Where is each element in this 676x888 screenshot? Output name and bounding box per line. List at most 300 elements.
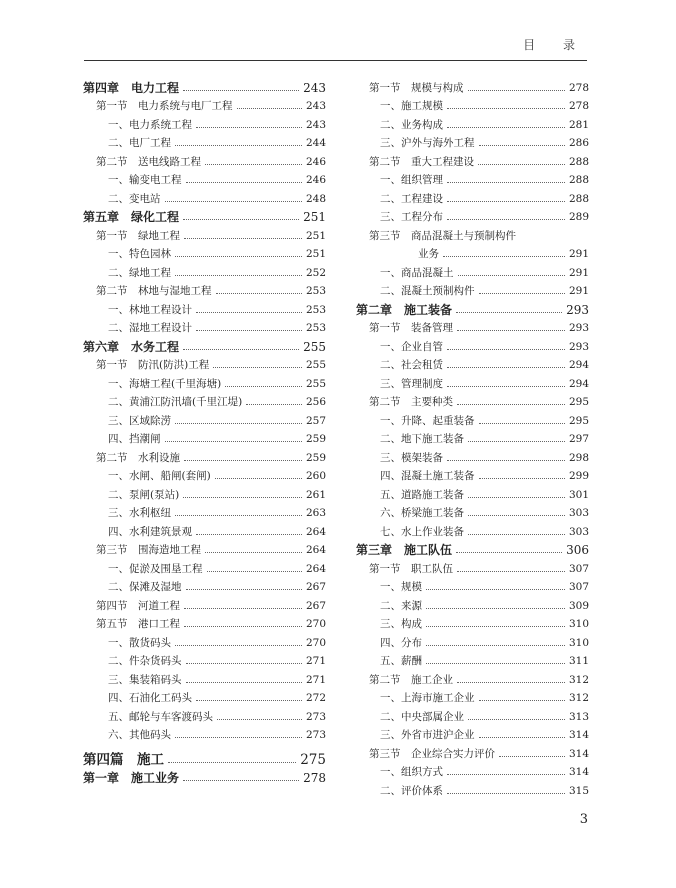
- toc-entry-page: 313: [568, 710, 589, 723]
- dot-leader: [184, 460, 302, 461]
- toc-entry-page: 310: [568, 636, 589, 649]
- toc-entry-page: 291: [568, 248, 589, 260]
- dot-leader: [426, 626, 565, 627]
- dot-leader: [183, 219, 299, 220]
- toc-entry-label: 一、电力系统工程: [108, 118, 192, 131]
- toc-entry-label: 第六章 水务工程: [83, 339, 180, 354]
- toc-entry-label: 一、林地工程设计: [108, 303, 192, 316]
- dot-leader: [457, 571, 565, 572]
- toc-entry-page: 257: [305, 414, 326, 427]
- toc-entry-page: 278: [568, 81, 589, 94]
- toc-entry: [83, 113, 326, 132]
- dot-leader: [186, 682, 302, 683]
- dot-leader: [186, 663, 302, 664]
- toc-entry-page: 261: [305, 488, 326, 501]
- toc-entry: [83, 502, 326, 521]
- toc-entry: [356, 650, 589, 669]
- dot-leader: [175, 645, 302, 646]
- toc-entry-label: 一、组织管理: [380, 174, 443, 186]
- dot-leader: [447, 793, 565, 794]
- toc-entry-page: 314: [568, 729, 589, 741]
- toc-entry: [356, 132, 589, 151]
- dot-leader: [196, 330, 302, 331]
- dot-leader: [447, 460, 565, 461]
- toc-entry-page: 273: [305, 710, 326, 723]
- toc-entry: [356, 539, 589, 558]
- dot-leader: [478, 164, 565, 165]
- toc-entry-page: 243: [303, 80, 326, 95]
- toc-entry: [356, 705, 589, 724]
- toc-entry: [356, 169, 589, 188]
- dot-leader: [196, 312, 302, 313]
- toc-entry-page: 301: [568, 488, 589, 501]
- toc-entry-page: 297: [568, 433, 589, 445]
- toc-entry: [356, 150, 589, 169]
- dot-leader: [186, 589, 302, 590]
- dot-leader: [468, 515, 565, 516]
- dot-leader: [468, 534, 565, 535]
- dot-leader: [175, 515, 302, 516]
- toc-entry: [83, 483, 326, 502]
- toc-entry: [356, 95, 589, 114]
- toc-entry-label: 一、商品混凝土: [380, 266, 454, 279]
- dot-leader: [196, 700, 302, 701]
- toc-entry-label: 三、管理制度: [380, 377, 443, 390]
- toc-entry-label: 第四章 电力工程: [83, 80, 180, 95]
- toc-entry-page: 288: [568, 174, 589, 186]
- toc-entry: [356, 243, 589, 262]
- toc-entry-label: 第一节 规模与构成: [369, 81, 464, 94]
- toc-entry-label: 第二节 水利设施: [96, 451, 180, 464]
- dot-leader: [184, 626, 302, 627]
- toc-entry-label: 第三节 围海造地工程: [96, 544, 201, 556]
- toc-entry-page: 251: [303, 210, 326, 224]
- toc-entry: [356, 428, 589, 447]
- toc-left-column: [83, 76, 326, 785]
- toc-entry-label: 一、组织方式: [380, 766, 443, 778]
- toc-entry-page: 272: [305, 692, 326, 704]
- toc-entry-page: 281: [568, 118, 589, 131]
- toc-entry: [83, 354, 326, 373]
- dot-leader: [457, 330, 565, 331]
- toc-entry-page: 315: [568, 784, 589, 797]
- toc-entry-label: 五、道路施工装备: [380, 488, 464, 501]
- toc-entry: [356, 354, 589, 373]
- toc-entry-page: 263: [305, 507, 326, 519]
- toc-entry-page: 264: [305, 544, 326, 556]
- toc-entry-label: 一、促淤及围垦工程: [108, 562, 203, 575]
- toc-entry: [83, 687, 326, 706]
- toc-entry: [83, 224, 326, 243]
- toc-entry-label: 第二章 施工装备: [356, 302, 453, 317]
- toc-entry-page: 303: [568, 507, 589, 519]
- toc-entry-page: 310: [568, 618, 589, 630]
- toc-entry-page: 295: [568, 396, 589, 408]
- dot-leader: [447, 349, 565, 350]
- dot-leader: [183, 780, 299, 781]
- dot-leader: [479, 478, 565, 479]
- dot-leader: [207, 571, 302, 572]
- toc-entry-label: 二、电厂工程: [108, 137, 171, 149]
- toc-entry-label: 第五章 绿化工程: [83, 210, 180, 224]
- toc-entry-label: 二、业务构成: [380, 118, 443, 131]
- toc-entry: [356, 557, 589, 576]
- toc-entry-page: 243: [305, 118, 326, 131]
- toc-entry: [356, 335, 589, 354]
- dot-leader: [184, 608, 302, 609]
- toc-entry-page: 278: [568, 100, 589, 112]
- dot-leader: [479, 737, 565, 738]
- toc-entry-page: 248: [305, 192, 326, 205]
- toc-entry-label: 第一节 职工队伍: [369, 562, 453, 575]
- toc-entry: [83, 539, 326, 558]
- toc-entry: [83, 132, 326, 151]
- toc-entry-label: 一、升降、起重装备: [380, 414, 475, 427]
- dot-leader: [426, 645, 565, 646]
- toc-entry: [356, 261, 589, 280]
- toc-entry-page: 251: [305, 248, 326, 260]
- dot-leader: [447, 182, 565, 183]
- dot-leader: [196, 534, 302, 535]
- toc-entry: [356, 391, 589, 410]
- dot-leader: [426, 608, 565, 609]
- toc-entry-label: 五、薪酬: [380, 655, 422, 667]
- dot-leader: [205, 552, 302, 553]
- dot-leader: [246, 404, 302, 405]
- toc-entry-page: 264: [305, 562, 326, 575]
- toc-entry: [83, 95, 326, 114]
- toc-entry: [83, 428, 326, 447]
- toc-entry: [356, 113, 589, 132]
- toc-entry: [356, 483, 589, 502]
- toc-entry: [83, 668, 326, 687]
- toc-entry-label: 一、海塘工程(千里海塘): [108, 377, 222, 390]
- dot-leader: [216, 293, 302, 294]
- dot-leader: [225, 386, 302, 387]
- dot-leader: [479, 293, 565, 294]
- toc-entry: [83, 613, 326, 632]
- toc-entry-label: 四、挡潮闸: [108, 433, 161, 445]
- toc-entry-page: 255: [305, 377, 326, 390]
- toc-entry-label: 五、邮轮与车客渡码头: [108, 710, 213, 723]
- toc-entry-page: 271: [305, 673, 326, 686]
- toc-entry: [83, 150, 326, 169]
- toc-entry-label: 第三章 施工队伍: [356, 543, 453, 557]
- toc-entry: [83, 594, 326, 613]
- toc-entry-page: 259: [305, 451, 326, 464]
- toc-entry-label: 二、来源: [380, 599, 422, 612]
- toc-entry-page: 294: [568, 359, 589, 371]
- toc-entry-label: 第一节 装备管理: [369, 322, 453, 334]
- toc-entry-page: 270: [305, 636, 326, 649]
- toc-entry-page: 244: [305, 137, 326, 149]
- toc-entry-page: 288: [568, 192, 589, 205]
- toc-entry: [83, 576, 326, 595]
- dot-leader: [456, 312, 562, 313]
- dot-leader: [479, 145, 565, 146]
- toc-entry: [83, 243, 326, 262]
- toc-entry: [356, 280, 589, 299]
- toc-entry-page: 295: [568, 414, 589, 427]
- toc-entry-label: 第四节 河道工程: [96, 599, 180, 612]
- dot-leader: [456, 552, 562, 553]
- toc-entry-label: 一、特色园林: [108, 248, 171, 260]
- toc-entry-page: 291: [568, 285, 589, 297]
- header-rule: [84, 60, 587, 61]
- toc-entry-label: 二、混凝土预制构件: [380, 285, 475, 297]
- toc-entry: [356, 668, 589, 687]
- toc-entry-label: 六、其他码头: [108, 729, 171, 741]
- toc-entry-label: 第一章 施工业务: [83, 771, 180, 785]
- toc-entry: [83, 187, 326, 206]
- dot-leader: [217, 719, 302, 720]
- toc-entry-label: 三、外省市进沪企业: [380, 729, 475, 741]
- toc-entry-label: 七、水上作业装备: [380, 525, 464, 538]
- toc-entry-label: 业务: [418, 248, 439, 260]
- toc-entry: [356, 779, 589, 798]
- dot-leader: [447, 127, 565, 128]
- toc-entry-label: 三、沪外与海外工程: [380, 137, 475, 149]
- dot-leader: [215, 478, 302, 479]
- dot-leader: [468, 497, 565, 498]
- dot-leader: [237, 108, 302, 109]
- toc-entry: [356, 742, 589, 761]
- toc-entry-page: 299: [568, 470, 589, 482]
- dot-leader: [479, 423, 565, 424]
- dot-leader: [468, 90, 565, 91]
- dot-leader: [175, 256, 302, 257]
- dot-leader: [168, 762, 296, 763]
- dot-leader: [175, 145, 302, 146]
- toc-right-column: [356, 76, 589, 798]
- toc-entry: [356, 298, 589, 317]
- toc-entry-page: 278: [303, 771, 326, 785]
- dot-leader: [184, 238, 302, 239]
- dot-leader: [447, 201, 565, 202]
- toc-entry: [83, 409, 326, 428]
- toc-entry: [356, 76, 589, 95]
- header-title: 目 录: [523, 38, 587, 52]
- toc-entry-page: 307: [568, 562, 589, 575]
- toc-entry-label: 二、地下施工装备: [380, 433, 464, 445]
- dot-leader: [175, 423, 302, 424]
- dot-leader: [183, 497, 302, 498]
- dot-leader: [186, 182, 302, 183]
- toc-entry-label: 第二节 送电线路工程: [96, 155, 201, 168]
- dot-leader: [468, 441, 565, 442]
- toc-entry-page: 288: [568, 155, 589, 168]
- toc-entry-page: 260: [305, 470, 326, 482]
- toc-entry: [356, 576, 589, 595]
- toc-entry: [356, 724, 589, 743]
- dot-leader: [499, 756, 565, 757]
- toc-entry-label: 一、施工规模: [380, 100, 443, 112]
- toc-entry-page: 253: [305, 322, 326, 334]
- dot-leader: [183, 90, 299, 91]
- toc-entry: [83, 280, 326, 299]
- dot-leader: [196, 127, 302, 128]
- toc-entry-label: 四、分布: [380, 636, 422, 649]
- toc-entry: [83, 650, 326, 669]
- toc-entry: [83, 631, 326, 650]
- toc-entry-page: 306: [566, 543, 589, 557]
- toc-entry-label: 三、模架装备: [380, 451, 443, 464]
- toc-entry-label: 三、构成: [380, 618, 422, 630]
- toc-entry-label: 一、上海市施工企业: [380, 692, 475, 704]
- toc-entry: [83, 724, 326, 743]
- dot-leader: [165, 441, 302, 442]
- toc-entry: [83, 206, 326, 225]
- toc-entry-page: 243: [305, 100, 326, 112]
- toc-entry-page: 309: [568, 599, 589, 612]
- toc-entry-label: 二、中央部属企业: [380, 710, 464, 723]
- toc-entry: [356, 317, 589, 336]
- dot-leader: [426, 663, 565, 664]
- toc-entry-label: 二、社会租赁: [380, 359, 443, 371]
- dot-leader: [213, 367, 302, 368]
- dot-leader: [457, 682, 565, 683]
- toc-entry-page: 312: [568, 673, 589, 686]
- toc-entry-label: 三、集装箱码头: [108, 673, 182, 686]
- toc-entry-label: 一、输变电工程: [108, 174, 182, 186]
- toc-entry-label: 六、桥梁施工装备: [380, 507, 464, 519]
- dot-leader: [205, 164, 302, 165]
- toc-entry-page: 293: [568, 322, 589, 334]
- dot-leader: [175, 737, 302, 738]
- toc-entry-page: 311: [568, 655, 589, 667]
- toc-entry: [83, 317, 326, 336]
- toc-entry-label: 第一节 防汛(防洪)工程: [96, 359, 210, 371]
- toc-entry-label: 一、规模: [380, 581, 422, 593]
- toc-entry: [83, 705, 326, 724]
- toc-entry: [356, 631, 589, 650]
- toc-entry-page: 291: [568, 266, 589, 279]
- toc-entry-label: 第二节 主要种类: [369, 396, 453, 408]
- toc-entry-label: 第四篇 施工: [83, 751, 164, 768]
- toc-entry-page: 256: [305, 396, 326, 408]
- toc-entry-page: 293: [566, 302, 589, 317]
- toc-entry-page: 314: [568, 766, 589, 778]
- toc-entry-label: 二、泵闸(泵站): [108, 488, 180, 501]
- toc-entry-label: 三、区域除涝: [108, 414, 171, 427]
- toc-entry-label: 四、混凝土施工装备: [380, 470, 475, 482]
- toc-entry-page: 251: [305, 229, 326, 242]
- toc-entry: [356, 520, 589, 539]
- toc-entry: [83, 261, 326, 280]
- dot-leader: [447, 219, 565, 220]
- toc-entry: [356, 687, 589, 706]
- toc-entry: [356, 187, 589, 206]
- toc-entry-label: 一、水闸、船闸(套闸): [108, 470, 211, 482]
- dot-leader: [468, 719, 565, 720]
- toc-entry: [83, 465, 326, 484]
- toc-entry: [83, 748, 326, 767]
- dot-leader: [458, 275, 565, 276]
- toc-entry-label: 第三节 商品混凝土与预制构件: [369, 229, 516, 242]
- toc-entry: [356, 206, 589, 225]
- toc-entry: [356, 446, 589, 465]
- toc-entry: [356, 594, 589, 613]
- dot-leader: [479, 700, 565, 701]
- toc-entry-page: 259: [305, 433, 326, 445]
- toc-entry-label: 第三节 企业综合实力评价: [369, 747, 495, 760]
- toc-entry-page: 264: [305, 525, 326, 538]
- toc-entry-page: 289: [568, 211, 589, 223]
- toc-entry-label: 二、黄浦江防汛墙(千里江堤): [108, 396, 243, 408]
- toc-entry: [83, 372, 326, 391]
- toc-entry-page: 255: [303, 339, 326, 354]
- toc-entry-page: 246: [305, 155, 326, 168]
- toc-entry-page: 253: [305, 285, 326, 297]
- toc-entry: [356, 372, 589, 391]
- toc-entry-label: 二、绿地工程: [108, 266, 171, 279]
- toc-entry-label: 二、评价体系: [380, 784, 443, 797]
- toc-entry-page: 286: [568, 137, 589, 149]
- dot-leader: [447, 108, 565, 109]
- toc-entry: [83, 446, 326, 465]
- toc-entry-label: 四、水利建筑景观: [108, 525, 192, 538]
- toc-entry-label: 第一节 绿地工程: [96, 229, 180, 242]
- dot-leader: [447, 386, 565, 387]
- toc-entry-page: 271: [305, 655, 326, 667]
- toc-entry-label: 三、工程分布: [380, 211, 443, 223]
- toc-entry-label: 一、散货码头: [108, 636, 171, 649]
- toc-entry-label: 二、工程建设: [380, 192, 443, 205]
- toc-entry-page: 255: [305, 359, 326, 371]
- dot-leader: [443, 256, 565, 257]
- page-number: 3: [579, 812, 588, 827]
- toc-entry-page: 267: [305, 599, 326, 612]
- toc-entry: [83, 520, 326, 539]
- dot-leader: [175, 275, 302, 276]
- toc-entry-page: 314: [568, 747, 589, 760]
- toc-entry-page: 270: [305, 618, 326, 630]
- toc-entry-page: 246: [305, 174, 326, 186]
- toc-entry-page: 273: [305, 729, 326, 741]
- toc-entry-label: 第二节 施工企业: [369, 673, 453, 686]
- toc-entry-label: 二、湿地工程设计: [108, 322, 192, 334]
- toc-entry-page: 267: [305, 581, 326, 593]
- dot-leader: [447, 774, 565, 775]
- toc-entry: [356, 613, 589, 632]
- toc-entry-label: 四、石油化工码头: [108, 692, 192, 704]
- toc-entry: [356, 502, 589, 521]
- toc-entry-page: 253: [305, 303, 326, 316]
- toc-entry-label: 三、水利枢纽: [108, 507, 171, 519]
- toc-entry-label: 一、企业自管: [380, 340, 443, 353]
- toc-entry-label: 第二节 林地与湿地工程: [96, 285, 212, 297]
- toc-entry: [83, 335, 326, 354]
- toc-entry: [83, 298, 326, 317]
- toc-entry-label: 第一节 电力系统与电厂工程: [96, 100, 233, 112]
- dot-leader: [165, 201, 302, 202]
- toc-entry-label: 第五节 港口工程: [96, 618, 180, 630]
- toc-entry-label: 二、件杂货码头: [108, 655, 182, 667]
- dot-leader: [426, 589, 565, 590]
- dot-leader: [183, 349, 299, 350]
- toc-entry-label: 第二节 重大工程建设: [369, 155, 474, 168]
- toc-entry-page: 275: [300, 751, 326, 768]
- toc-entry-page: 294: [568, 377, 589, 390]
- toc-entry-label: 二、保滩及湿地: [108, 581, 182, 593]
- toc-entry-page: 312: [568, 692, 589, 704]
- toc-entry: [356, 409, 589, 428]
- toc-entry: [356, 224, 589, 243]
- toc-entry-page: 293: [568, 340, 589, 353]
- toc-entry: [356, 761, 589, 780]
- toc-entry: [83, 391, 326, 410]
- dot-leader: [447, 367, 565, 368]
